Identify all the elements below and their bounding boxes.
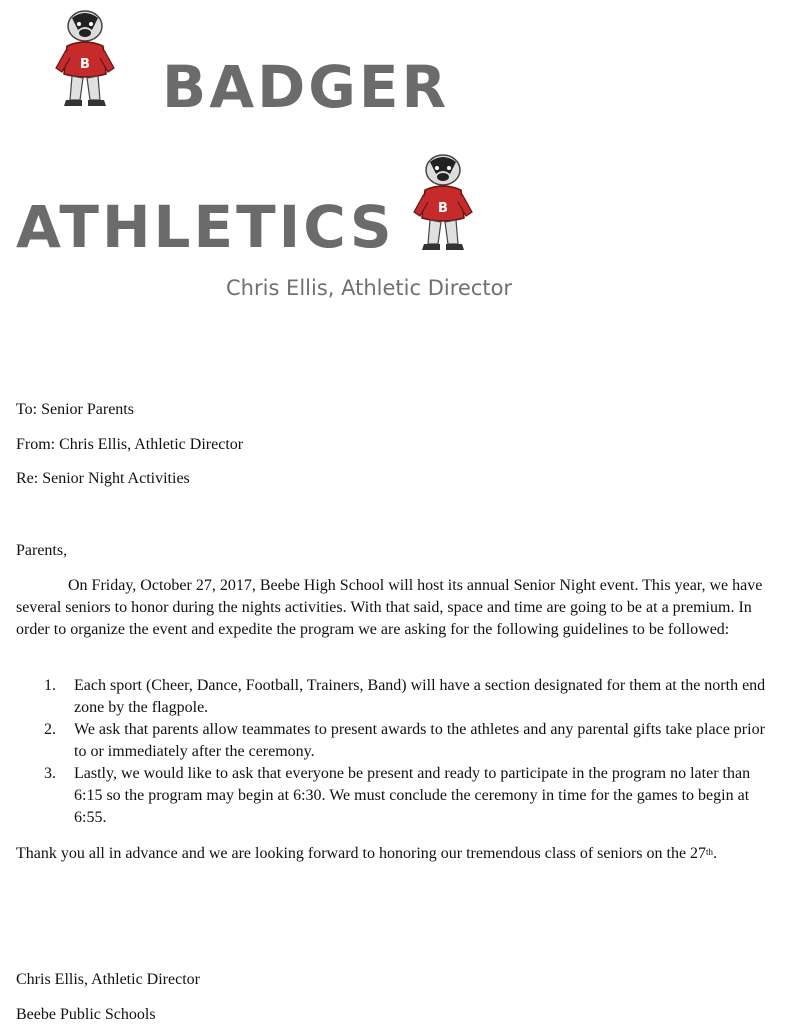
letterhead-title-badger: BADGER: [162, 53, 450, 121]
badger-mascot-icon: [52, 6, 118, 110]
guidelines-list: [16, 675, 768, 829]
list-item-number: 3.: [44, 765, 56, 782]
list-item: [16, 763, 768, 829]
letterhead-subtitle: Chris Ellis, Athletic Director: [226, 276, 513, 300]
closing-ordinal-suffix: th: [706, 847, 714, 857]
list-item-number: 2.: [44, 721, 56, 738]
closing-text: Thank you all in advance and we are looking forward to honoring our tremendous class of seniors on the 27: [16, 845, 707, 862]
list-item: [16, 719, 768, 763]
signature-name: Chris Ellis, Athletic Director: [16, 971, 200, 988]
svg-text:B: B: [80, 57, 90, 72]
list-item-number: 1.: [44, 677, 56, 694]
signature-organization: Beebe Public Schools: [16, 1006, 156, 1023]
svg-text:B: B: [438, 201, 448, 216]
list-item-text: Each sport (Cheer, Dance, Football, Trainers, Band) will have a section designated for them at the north end zone by the flagpole.: [74, 677, 766, 716]
closing-period: .: [713, 845, 718, 862]
memo-to: To: Senior Parents: [16, 401, 134, 418]
memo-re: Re: Senior Night Activities: [16, 470, 190, 487]
letter-greeting: Parents,: [16, 542, 68, 559]
memo-from: From: Chris Ellis, Athletic Director: [16, 436, 244, 453]
letter-body-paragraph: On Friday, October 27, 2017, Beebe High School will host its annual Senior Night event. This year, we have several seniors to honor during the nights activities. With that said, space and time are going to be at a premium. In order to organize the event and expedite the program we are asking for the following guidelines to be followed:: [16, 577, 763, 638]
list-item-text: We ask that parents allow teammates to present awards to the athletes and any parental gifts take place prior to or immediately after the ceremony.: [74, 721, 765, 760]
letter-closing: [16, 843, 770, 865]
list-item-text: Lastly, we would like to ask that everyone be present and ready to participate in the program no later than 6:15 so the program may begin at 6:30. We must conclude the ceremony in time for the games to begin at 6:55.: [74, 765, 751, 826]
list-item: [16, 675, 768, 719]
badger-mascot-icon: [410, 150, 476, 254]
letterhead-title-athletics: ATHLETICS: [16, 193, 395, 261]
